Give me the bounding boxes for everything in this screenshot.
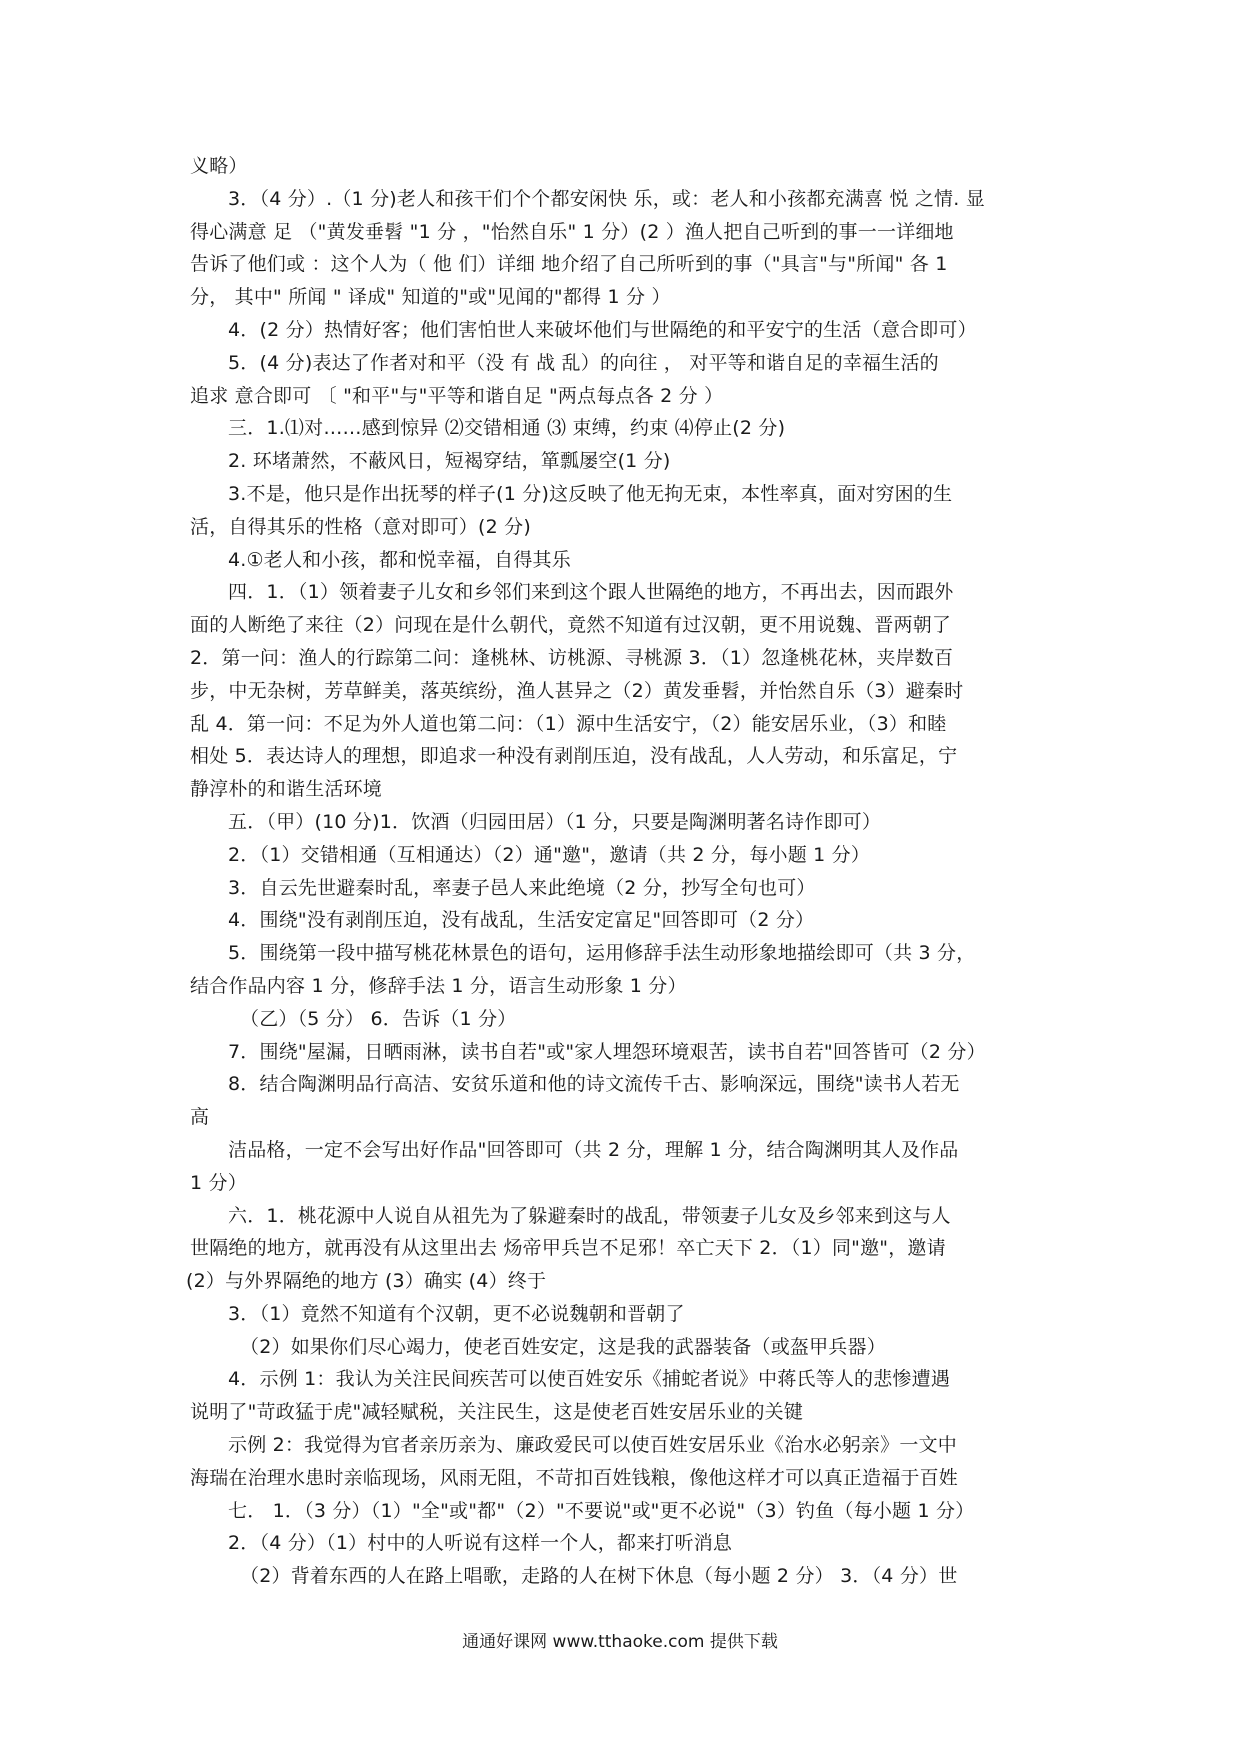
text-line: 2．（4 分）（1）村中的人听说有这样一个人，都来打听消息: [228, 1532, 733, 1555]
text-line: 说明了"苛政猛于虎"减轻赋税，关注民生，这是使老百姓安居乐业的关键: [190, 1401, 804, 1424]
text-line: 4．(2 分）热情好客；他们害怕世人来破坏他们与世隔绝的和平安宁的生活（意合即可）: [228, 318, 977, 341]
text-line: 七． 1．（3 分）（1）"全"或"都"（2）"不要说"或"更不必说"（3）钓鱼（每小题 1 分）: [228, 1499, 975, 1522]
text-line: 3．自云先世避秦时乱，率妻子邑人来此绝境（2 分，抄写全句也可）: [228, 876, 816, 899]
text-line: （乙）（5 分） 6．告诉（1 分）: [240, 1007, 517, 1030]
text-line: 4.①老人和小孩，都和悦幸福，自得其乐: [228, 548, 571, 571]
text-line: 7．围绕"屋漏，日晒雨淋，读书自若"或"家人埋怨环境艰苦，读书自若"回答皆可（2 分）: [228, 1040, 986, 1063]
text-line: 得心满意 足 （"黄发垂髫 "1 分 ，"怡然自乐" 1 分）(2 ）渔人把自己听到的事一一详细地: [190, 220, 954, 243]
text-line: 活，自得其乐的性格（意对即可）(2 分): [190, 515, 531, 538]
text-line: 世隔绝的地方，就再没有从这里出去 炀帝甲兵岂不足邪！卒亡天下 2．（1）同"邀"，邀请: [190, 1237, 946, 1260]
text-line: 示例 2：我觉得为官者亲历亲为、廉政爱民可以使百姓安居乐业《治水必躬亲》一文中: [228, 1434, 957, 1457]
text-line: 3．（1）竟然不知道有个汉朝，更不必说魏朝和晋朝了: [228, 1302, 685, 1325]
text-line: 四．1．（1）领着妻子儿女和乡邻们来到这个跟人世隔绝的地方，不再出去，因而跟外: [228, 581, 954, 604]
text-line: 洁品格，一定不会写出好作品"回答即可（共 2 分，理解 1 分，结合陶渊明其人及作品: [228, 1138, 959, 1161]
text-line: 海瑞在治理水患时亲临现场，风雨无阻，不苛扣百姓钱粮，像他这样才可以真正造福于百姓: [190, 1466, 959, 1489]
text-line: 乱 4．第一问：不足为外人道也第二问：（1）源中生活安宁，（2）能安居乐业，（3）和睦: [190, 712, 947, 735]
text-line: 2．（1）交错相通（互相通达）（2）通"邀"，邀请（共 2 分，每小题 1 分）: [228, 843, 871, 866]
text-line: 4．围绕"没有剥削压迫，没有战乱，生活安定富足"回答即可（2 分）: [228, 909, 815, 932]
text-line: 3．（4 分）.（1 分)老人和孩干们个个都安闲快 乐，或：老人和小孩都充满喜 悦 之情. 显: [228, 187, 985, 210]
text-line: 2. 环堵萧然，不蔽风日，短褐穿结，箪瓢屡空(1 分): [228, 450, 671, 473]
text-line: 2．第一问：渔人的行踪第二问：逢桃林、访桃源、寻桃源 3．（1）忽逢桃花林，夹岸数百: [190, 646, 954, 669]
page-footer: 通通好课网 www.tthaoke.com 提供下载: [462, 1632, 778, 1652]
text-line: 5．围绕第一段中描写桃花林景色的语句，运用修辞手法生动形象地描绘即可（共 3 分，: [228, 942, 976, 965]
text-line: 步，中无杂树，芳草鲜美，落英缤纷，渔人甚异之（2）黄发垂髫，并怡然自乐（3）避秦时: [190, 679, 964, 702]
text-line: 高: [190, 1106, 210, 1129]
text-line: 义略）: [190, 155, 248, 177]
text-line: (2）与外界隔绝的地方 (3）确实 (4）终于: [186, 1270, 547, 1293]
text-line: 5．(4 分)表达了作者对和平（没 有 战 乱）的向往 ， 对平等和谐自足的幸福生活的: [228, 351, 939, 374]
text-line: 8．结合陶渊明品行高洁、安贫乐道和他的诗文流传千古、影响深远，围绕"读书人若无: [228, 1073, 960, 1096]
document-body: [186, 150, 1060, 1593]
text-line: 分， 其中" 所闻 " 译成" 知道的"或"见闻的"都得 1 分 ）: [190, 286, 671, 309]
text-line: 面的人断绝了来往（2）问现在是什么朝代，竟然不知道有过汉朝，更不用说魏、晋两朝了: [190, 614, 952, 637]
text-line: 五．（甲）(10 分)1．饮酒（归园田居）（1 分，只要是陶渊明著名诗作即可）: [228, 810, 882, 833]
text-line: （2）背着东西的人在路上唱歌，走路的人在树下休息（每小题 2 分） 3．（4 分）世: [240, 1565, 958, 1588]
text-line: 相处 5．表达诗人的理想，即追求一种没有剥削压迫，没有战乱，人人劳动，和乐富足，宁: [190, 745, 958, 768]
text-line: 告诉了他们或 ：这个人为（ 他 们）详细 地介绍了自己所听到的事（"具言"与"所闻" 各 1: [190, 253, 948, 276]
text-line: 3.不是，他只是作出抚琴的样子(1 分)这反映了他无拘无束，本性率真，面对穷困的生: [228, 482, 953, 505]
text-line: 静淳朴的和谐生活环境: [190, 778, 383, 801]
text-line: 1 分）: [190, 1171, 247, 1194]
text-line: 六．1．桃花源中人说自从祖先为了躲避秦时的战乱，带领妻子儿女及乡邻来到这与人: [228, 1204, 951, 1227]
text-line: （2）如果你们尽心竭力，使老百姓安定，这是我的武器装备（或盔甲兵器）: [240, 1335, 886, 1358]
text-line: 三．1.⑴对……感到惊异 ⑵交错相通 ⑶ 束缚，约束 ⑷停止(2 分): [228, 417, 786, 440]
text-line: 追求 意合即可 〔 "和平"与"平等和谐自足 "两点每点各 2 分 ）: [190, 384, 724, 407]
text-line: 结合作品内容 1 分，修辞手法 1 分，语言生动形象 1 分）: [190, 974, 687, 997]
text-line: 4．示例 1：我认为关注民间疾苦可以使百姓安乐《捕蛇者说》中蒋氏等人的悲惨遭遇: [228, 1368, 951, 1391]
